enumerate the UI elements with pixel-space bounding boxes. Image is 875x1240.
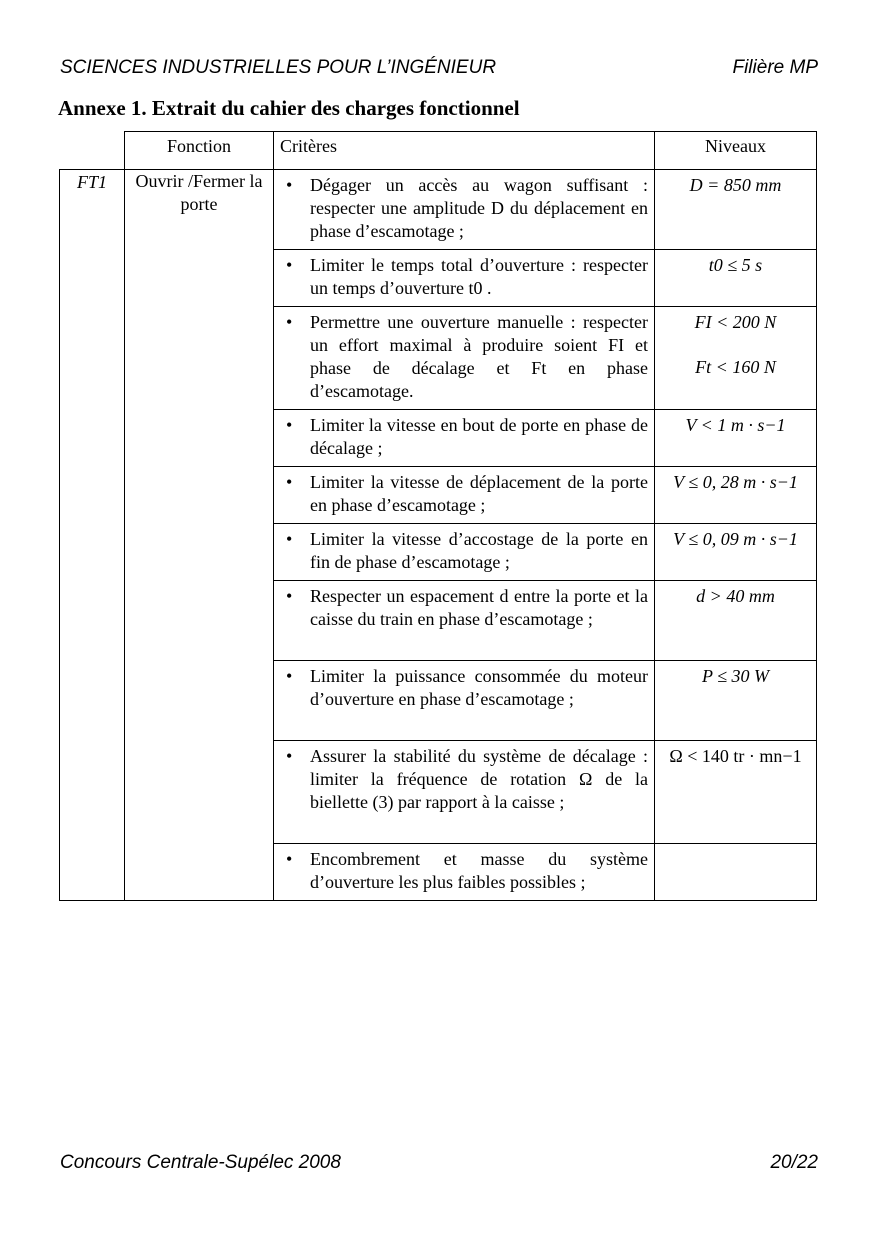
bullet: • <box>286 666 293 686</box>
table-row <box>60 170 817 250</box>
level-text-secondary: Ft < 160 N <box>695 357 776 377</box>
function-name-cell: Ouvrir /Fermer la porte <box>125 170 274 901</box>
criterion-cell <box>274 661 655 741</box>
bullet: • <box>286 312 293 332</box>
criterion-text: Assurer la stabilité du système de décalage : limiter la fréquence de rotation Ω de la biellette (3) par rapport à la caisse ; <box>310 746 648 812</box>
criterion-text: Limiter le temps total d’ouverture : respecter un temps d’ouverture t0 . <box>310 255 648 298</box>
criterion-text: Limiter la vitesse en bout de porte en phase de décalage ; <box>310 415 648 458</box>
bullet: • <box>286 529 293 549</box>
header-subject: SCIENCES INDUSTRIELLES POUR L’INGÉNIEUR <box>60 57 497 78</box>
level-text: Ω < 140 tr · mn−1 <box>669 746 802 766</box>
criterion-cell <box>274 467 655 524</box>
level-text: V < 1 m · s−1 <box>685 415 786 435</box>
level-cell <box>655 741 817 844</box>
criterion-text: Limiter la vitesse de déplacement de la porte en phase d’escamotage ; <box>310 472 648 515</box>
level-cell <box>655 581 817 661</box>
level-text: V ≤ 0, 28 m · s−1 <box>673 472 798 492</box>
criterion-cell <box>274 307 655 410</box>
level-text: d > 40 mm <box>696 586 775 606</box>
header-fonction: Fonction <box>125 132 274 170</box>
criterion-cell <box>274 410 655 467</box>
bullet: • <box>286 849 293 869</box>
level-cell <box>655 410 817 467</box>
level-cell <box>655 844 817 901</box>
criterion-text: Encombrement et masse du système d’ouverture les plus faibles possibles ; <box>310 849 648 892</box>
criterion-cell <box>274 170 655 250</box>
level-cell <box>655 170 817 250</box>
level-text: V ≤ 0, 09 m · s−1 <box>673 529 798 549</box>
header-blank-cell <box>60 132 125 170</box>
criterion-text: Limiter la puissance consommée du moteur d’ouverture en phase d’escamotage ; <box>310 666 648 709</box>
level-cell <box>655 307 817 410</box>
bullet: • <box>286 472 293 492</box>
header-criteres: Critères <box>274 132 655 170</box>
annex-title: Annexe 1. Extrait du cahier des charges fonctionnel <box>58 96 520 120</box>
criterion-cell <box>274 844 655 901</box>
criterion-text: Limiter la vitesse d’accostage de la porte en fin de phase d’escamotage ; <box>310 529 648 572</box>
level-cell <box>655 661 817 741</box>
functional-spec-table <box>59 131 817 901</box>
bullet: • <box>286 415 293 435</box>
level-text: FI < 200 N <box>694 312 777 332</box>
header-track: Filière MP <box>732 57 818 78</box>
criterion-text: Respecter un espacement d entre la porte et la caisse du train en phase d’escamotage ; <box>310 586 648 629</box>
level-text: P ≤ 30 W <box>701 666 770 686</box>
criterion-cell <box>274 581 655 661</box>
criterion-text: Permettre une ouverture manuelle : respecter un effort maximal à produire soient FI et phase de décalage et Ft en phase d’escamotage. <box>310 312 648 401</box>
footer-competition: Concours Centrale-Supélec 2008 <box>60 1152 341 1173</box>
bullet: • <box>286 746 293 766</box>
criterion-cell <box>274 524 655 581</box>
level-cell <box>655 467 817 524</box>
bullet: • <box>286 175 293 195</box>
criterion-text: Dégager un accès au wagon suffisant : respecter une amplitude D du déplacement en phase d’escamotage ; <box>310 175 648 241</box>
criterion-cell <box>274 250 655 307</box>
level-cell <box>655 524 817 581</box>
table-header-row <box>60 132 817 170</box>
header-niveaux: Niveaux <box>655 132 817 170</box>
criterion-cell <box>274 741 655 844</box>
bullet: • <box>286 586 293 606</box>
level-cell <box>655 250 817 307</box>
level-spacer <box>661 334 810 356</box>
page-number: 20/22 <box>770 1152 818 1173</box>
level-text: t0 ≤ 5 s <box>708 255 763 275</box>
level-text: D = 850 mm <box>689 175 782 195</box>
function-id-cell: FT1 <box>60 170 125 901</box>
bullet: • <box>286 255 293 275</box>
